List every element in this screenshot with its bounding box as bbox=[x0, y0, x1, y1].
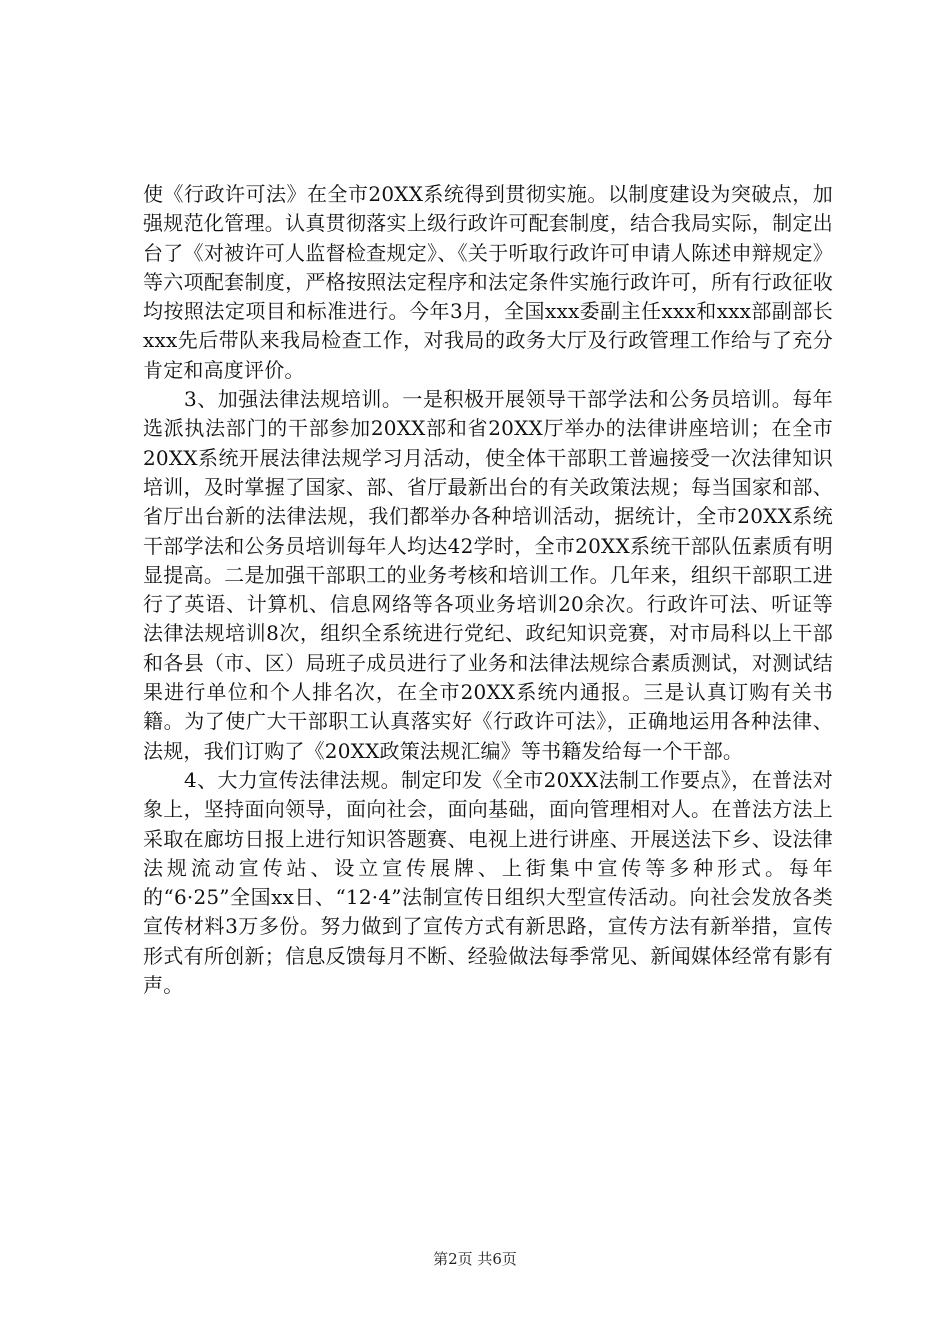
paragraph-continuation: 使《行政许可法》在全市20XX系统得到贯彻实施。以制度建设为突破点，加强规范化管理。认真贯彻落实上级行政许可配套制度，结合我局实际，制定出台了《对被许可人监督检查规定》、《关于听取行政许可申请人陈述申辩规定》等六项配套制度，严格按照法定程序和法定条件实施行政许可，所有行政征收均按照法定项目和标准进行。今年3月，全国xxx委副主任xxx和xxx部副部长xxx先后带队来我局检查工作，对我局的政务大厅及行政管理工作给与了充分肯定和高度评价。 bbox=[143, 182, 833, 382]
document-body bbox=[143, 180, 833, 1000]
paragraph-legal-publicity: 4、大力宣传法律法规。制定印发《全市20XX法制工作要点》，在普法对象上，坚持面向领导，面向社会，面向基础，面向管理相对人。在普法方法上采取在廊坊日报上进行知识答题赛、电视上进行讲座、开展送法下乡、设法律法规流动宣传站、设立宣传展牌、上街集中宣传等多种形式。每年的“6·25”全国xx日、“12·4”法制宣传日组织大型宣传活动。向社会发放各类宣传材料3万多份。努力做到了宣传方式有新思路，宣传方法有新举措，宣传形式有所创新；信息反馈每月不断、经验做法每季常见、新闻媒体经常有影有声。 bbox=[143, 767, 833, 998]
page-footer: 第2页 共6页 bbox=[433, 1250, 517, 1268]
paragraph-legal-training: 3、加强法律法规培训。一是积极开展领导干部学法和公务员培训。每年选派执法部门的干部参加20XX部和省20XX厅举办的法律讲座培训；在全市20XX系统开展法律法规学习月活动，使全体干部职工普遍接受一次法律知识培训，及时掌握了国家、部、省厅最新出台的有关政策法规；每当国家和部、省厅出台新的法律法规，我们都举办各种培训活动，据统计，全市20XX系统干部学法和公务员培训每年人均达42学时，全市20XX系统干部队伍素质有明显提高。二是加强干部职工的业务考核和培训工作。几年来，组织干部职工进行了英语、计算机、信息网络等各项业务培训20余次。行政许可法、听证等法律法规培训8次，组织全系统进行党纪、政纪知识竞赛，对市局科以上干部和各县（市、区）局班子成员进行了业务和法律法规综合素质测试，对测试结果进行单位和个人排名次，在全市20XX系统内通报。三是认真订购有关书籍。为了使广大干部职工认真落实好《行政许可法》，正确地运用各种法律、法规，我们订购了《20XX政策法规汇编》等书籍发给每一个干部。 bbox=[143, 387, 833, 763]
